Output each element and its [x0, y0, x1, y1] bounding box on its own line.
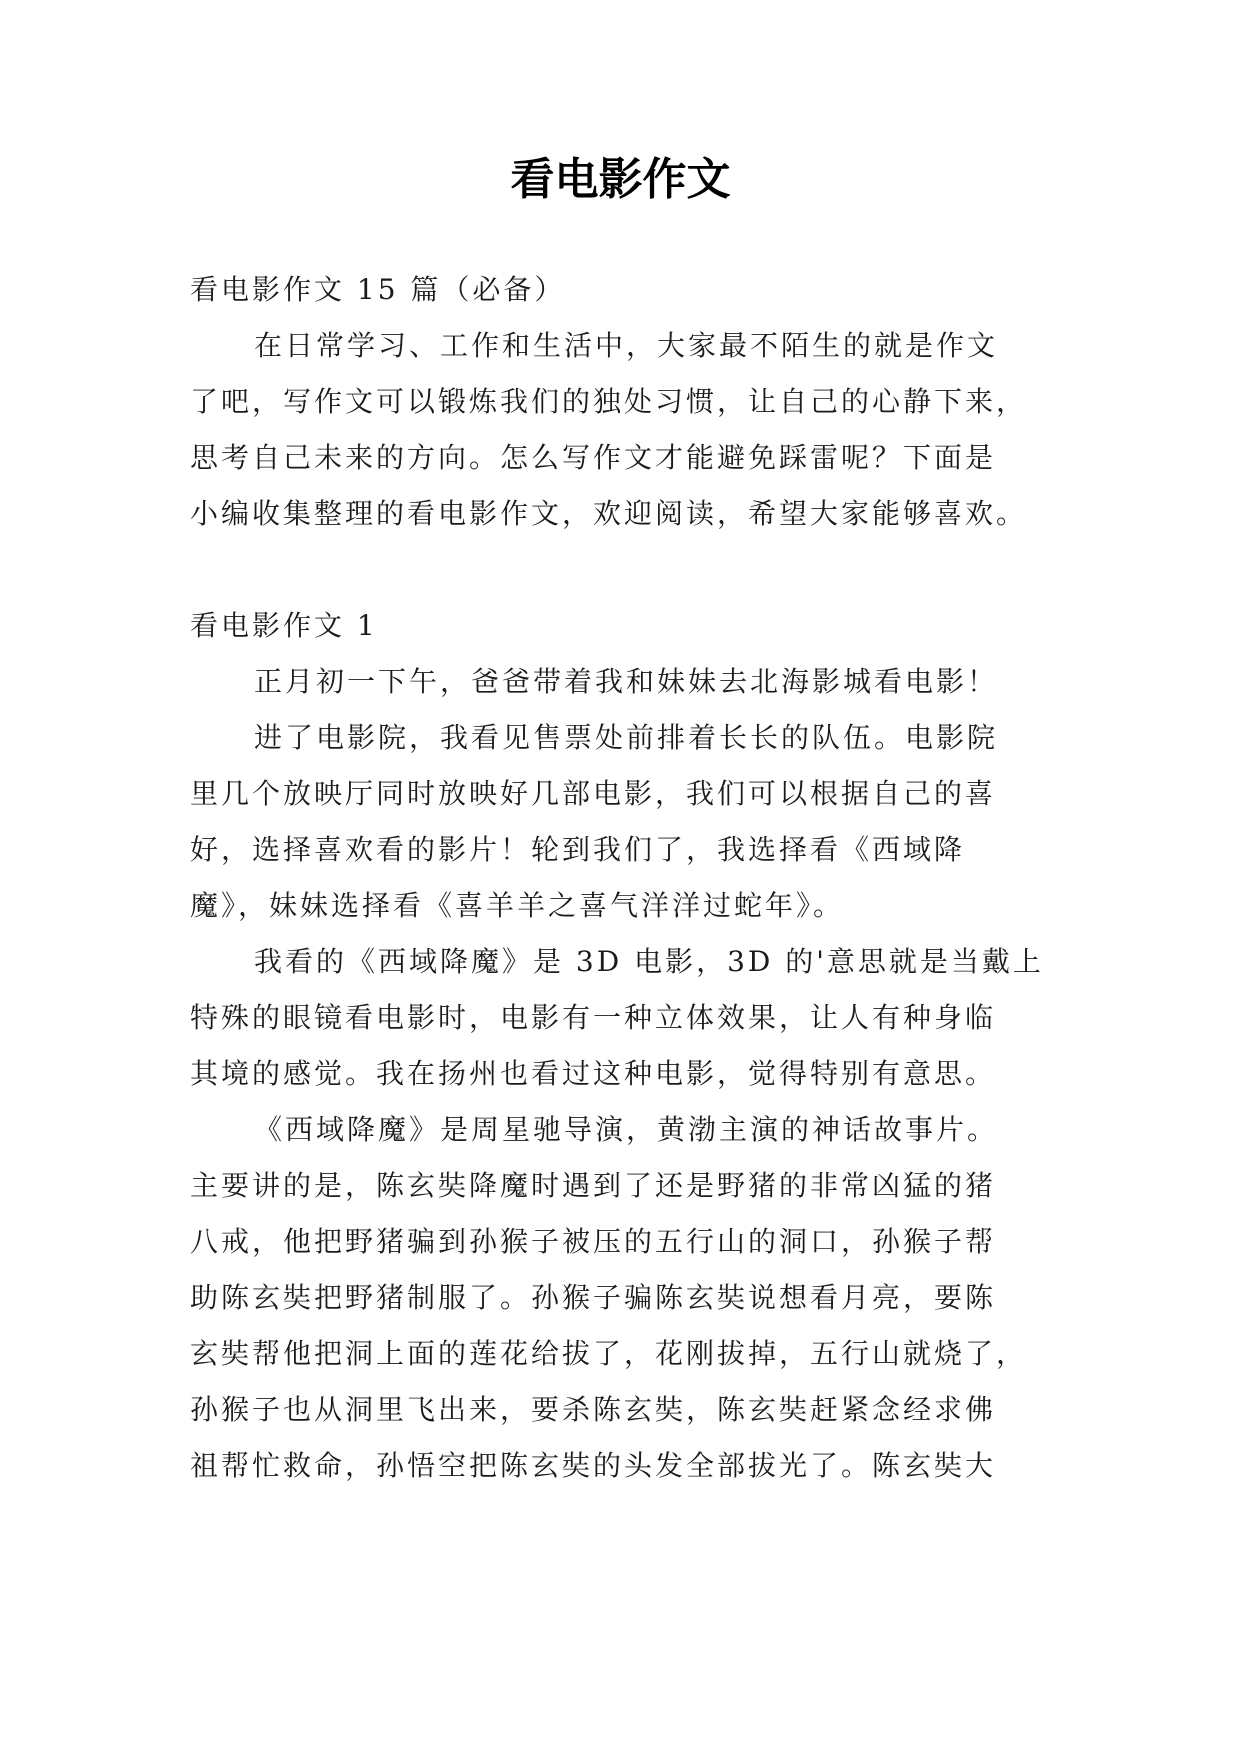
document-title: 看电影作文 — [510, 154, 731, 205]
paragraph-line: 里几个放映厅同时放映好几部电影，我们可以根据自己的喜 — [190, 777, 997, 810]
paragraph-line: 我看的《西域降魔》是 3D 电影，3D 的'意思就是当戴上 — [254, 945, 1044, 978]
paragraph-line: 《西域降魔》是周星驰导演，黄渤主演的神话故事片。 — [254, 1113, 999, 1146]
intro-line: 思考自己未来的方向。怎么写作文才能避免踩雷呢？下面是 — [190, 441, 997, 474]
paragraph-line: 特殊的眼镜看电影时，电影有一种立体效果，让人有种身临 — [190, 1001, 997, 1034]
document-subtitle: 看电影作文 15 篇（必备） — [190, 273, 566, 306]
paragraph-line: 八戒，他把野猪骗到孙猴子被压的五行山的洞口，孙猴子帮 — [190, 1225, 997, 1258]
paragraph-line: 孙猴子也从洞里飞出来，要杀陈玄奘，陈玄奘赶紧念经求佛 — [190, 1393, 997, 1426]
paragraph-line: 魔》，妹妹选择看《喜羊羊之喜气洋洋过蛇年》。 — [190, 889, 845, 922]
paragraph-line: 其境的感觉。我在扬州也看过这种电影，觉得特别有意思。 — [190, 1057, 997, 1090]
intro-line: 在日常学习、工作和生活中，大家最不陌生的就是作文 — [254, 329, 999, 362]
paragraph-line: 好，选择喜欢看的影片！轮到我们了，我选择看《西域降 — [190, 833, 966, 866]
paragraph-line: 正月初一下午，爸爸带着我和妹妹去北海影城看电影！ — [254, 665, 999, 698]
paragraph-spacer — [190, 542, 1060, 598]
paragraph-line: 祖帮忙救命，孙悟空把陈玄奘的头发全部拔光了。陈玄奘大 — [190, 1449, 997, 1482]
paragraph-line: 助陈玄奘把野猪制服了。孙猴子骗陈玄奘说想看月亮，要陈 — [190, 1281, 997, 1314]
paragraph-line: 主要讲的是，陈玄奘降魔时遇到了还是野猪的非常凶猛的猪 — [190, 1169, 997, 1202]
paragraph-line: 进了电影院，我看见售票处前排着长长的队伍。电影院 — [254, 721, 999, 754]
document-body — [190, 262, 1060, 1494]
paragraph-line: 玄奘帮他把洞上面的莲花给拔了，花刚拔掉，五行山就烧了， — [190, 1337, 1028, 1370]
intro-line: 小编收集整理的看电影作文，欢迎阅读，希望大家能够喜欢。 — [190, 497, 1028, 530]
intro-line: 了吧，写作文可以锻炼我们的独处习惯，让自己的心静下来， — [190, 385, 1028, 418]
section-heading: 看电影作文 1 — [190, 609, 378, 642]
